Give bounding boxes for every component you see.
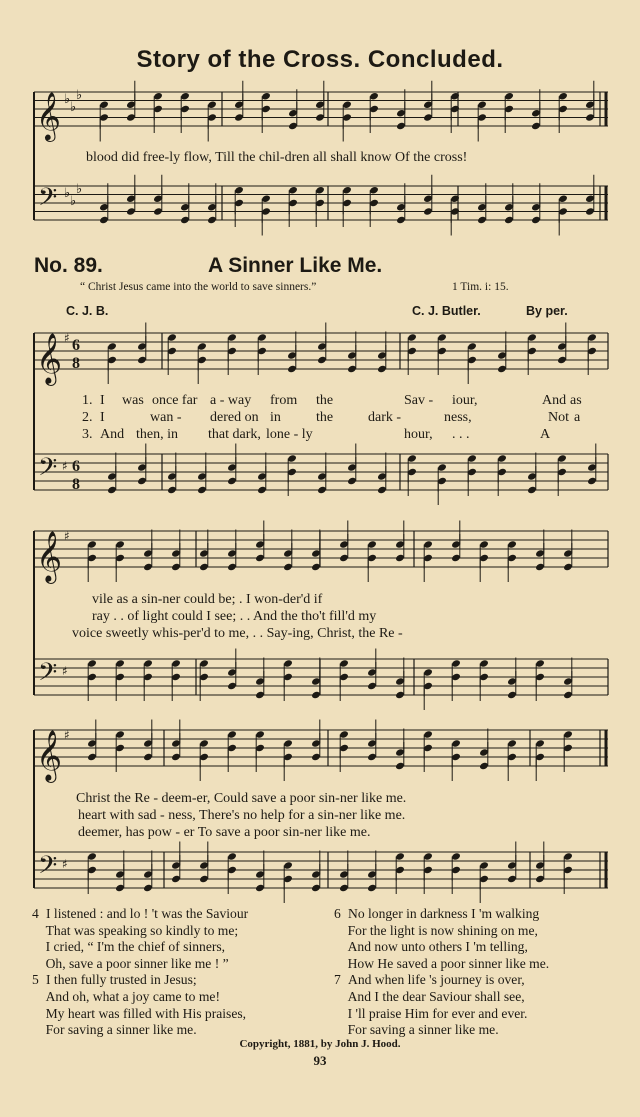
verse-line: For the light is now shining on me, [347,922,538,938]
clef-symbol: 𝄞 [36,730,63,781]
lyric-syllable: A [540,427,551,442]
lyric-syllable: And [542,393,567,408]
system3-lyric-3: deemer, has pow - er To save a poor sin-ner like me. [78,825,371,840]
verse-number: 4 [32,906,39,921]
verses-left [32,906,248,1039]
lyric-syllable: ness, [444,410,472,425]
verse-number: 5 [32,972,39,988]
lyricist-credit: C. J. B. [66,304,109,318]
flat-sign: ♭ [70,100,77,115]
clef-symbol: 𝄢 [38,183,58,218]
sharp-sign: ♯ [62,857,68,871]
hymn-number: No. 89. [34,254,103,277]
lyric-syllable: as [570,393,582,408]
lyric-syllable: from [270,393,298,408]
hymn-title: A Sinner Like Me. [208,254,383,277]
clef-symbol: 𝄢 [38,851,58,886]
lyric-syllable: the [316,410,334,425]
lyric-syllable: once far [152,393,198,408]
lyric-syllable: Sav - [404,393,434,408]
verse-line: No longer in darkness I 'm walking [348,906,540,921]
flat-sign: ♭ [64,92,71,107]
verse-line: I 'll praise Him for ever and ever. [347,1005,528,1021]
clef-symbol: 𝄞 [36,91,61,140]
scripture-quote: “ Christ Jesus came into the world to save sinners.” [80,281,317,293]
page-title: Story of the Cross. Concluded. [136,46,504,73]
sharp-sign: ♯ [62,459,68,473]
sharp-sign: ♯ [64,331,70,345]
flat-sign: ♭ [76,88,83,103]
time-signature: 8 [72,476,80,493]
scripture-reference: 1 Tim. i: 15. [452,281,509,293]
copyright-notice: Copyright, 1881, by John J. Hood. [239,1038,401,1050]
verse-number-2: 2. [82,410,93,425]
lyric-syllable: lone - ly [266,427,313,442]
flat-sign: ♭ [70,194,77,209]
system2-lyric-1: vile as a sin-ner could be; . I won-der'd if [92,592,323,607]
verse-line: I cried, “ I'm the chief of sinners, [45,939,226,955]
lyric-syllable: then, in [136,427,178,442]
clef-symbol: 𝄞 [36,531,63,582]
verse-line: That was speaking so kindly to me; [45,922,239,938]
system3-lyric-2: heart with sad - ness, There's no help for a sin-ner like me. [78,808,406,823]
system2-lyric-2: ray . . of light could I see; . . And the tho't fill'd my [92,609,377,624]
verse-line: I listened : and lo ! 't was the Saviour [46,906,249,921]
verse-line: Oh, save a poor sinner like me ! ” [45,955,229,971]
lyric-syllable: wan - [150,410,182,425]
verses-right [334,906,549,1039]
lyric-syllable: dered on [210,410,259,425]
lyric-syllable: iour, [452,393,478,408]
lyric-syllable: . . . [452,427,470,442]
verse-number: 7 [334,972,341,988]
verse-line: For saving a sinner like me. [347,1022,499,1038]
system3-lyric-1: Christ the Re - deem-er, Could save a poor sin-ner like me. [76,791,407,806]
flat-sign: ♭ [76,182,83,197]
verse-line: For saving a sinner like me. [45,1022,197,1038]
lyric-syllable: I [100,410,105,425]
lyric-syllable: dark - [368,410,402,425]
verse-number: 6 [334,906,341,921]
verse-number-1: 1. [82,393,93,408]
sharp-sign: ♯ [62,664,68,678]
time-signature: 6 [72,458,80,475]
flat-sign: ♭ [64,186,71,201]
verse-line: And oh, what a joy came to me! [45,988,220,1004]
lyric-syllable: a - way [210,393,252,408]
system2-lyric-3: voice sweetly whis-per'd to me, . . Say-ing, Christ, the Re - [72,626,403,641]
page-number: 93 [313,1053,327,1068]
lyric-syllable: in [270,410,281,425]
lyric-syllable: Not [548,410,569,425]
clef-symbol: 𝄞 [36,333,63,384]
lyric-syllable: And [100,427,125,442]
sharp-sign: ♯ [64,728,70,742]
top-lyric-line: blood did free-ly flow, Till the chil-dren all shall know Of the cross! [86,150,468,165]
lyric-syllable: I [100,393,105,408]
permission-note: By per. [526,304,568,318]
verse-line: I then fully trusted in Jesus; [46,972,197,988]
time-signature: 8 [72,355,80,372]
composer-credit: C. J. Butler. [412,304,481,318]
verse-line: And I the dear Saviour shall see, [347,988,525,1004]
verse-number-3: 3. [82,427,93,442]
verse-line: My heart was filled with His praises, [45,1005,247,1021]
clef-symbol: 𝄢 [38,658,58,693]
lyric-syllable: was [122,393,144,408]
lyric-syllable: the [316,393,334,408]
sharp-sign: ♯ [64,529,70,543]
verse-line: And when life 's journey is over, [348,972,525,988]
lyric-syllable: hour, [404,427,433,442]
time-signature: 6 [72,337,80,354]
verse-line: How He saved a poor sinner like me. [347,955,550,971]
lyric-syllable: that dark, [208,427,261,442]
verse-line: And now unto others I 'm telling, [347,939,528,955]
lyric-syllable: a [574,410,581,425]
clef-symbol: 𝄢 [38,453,58,488]
